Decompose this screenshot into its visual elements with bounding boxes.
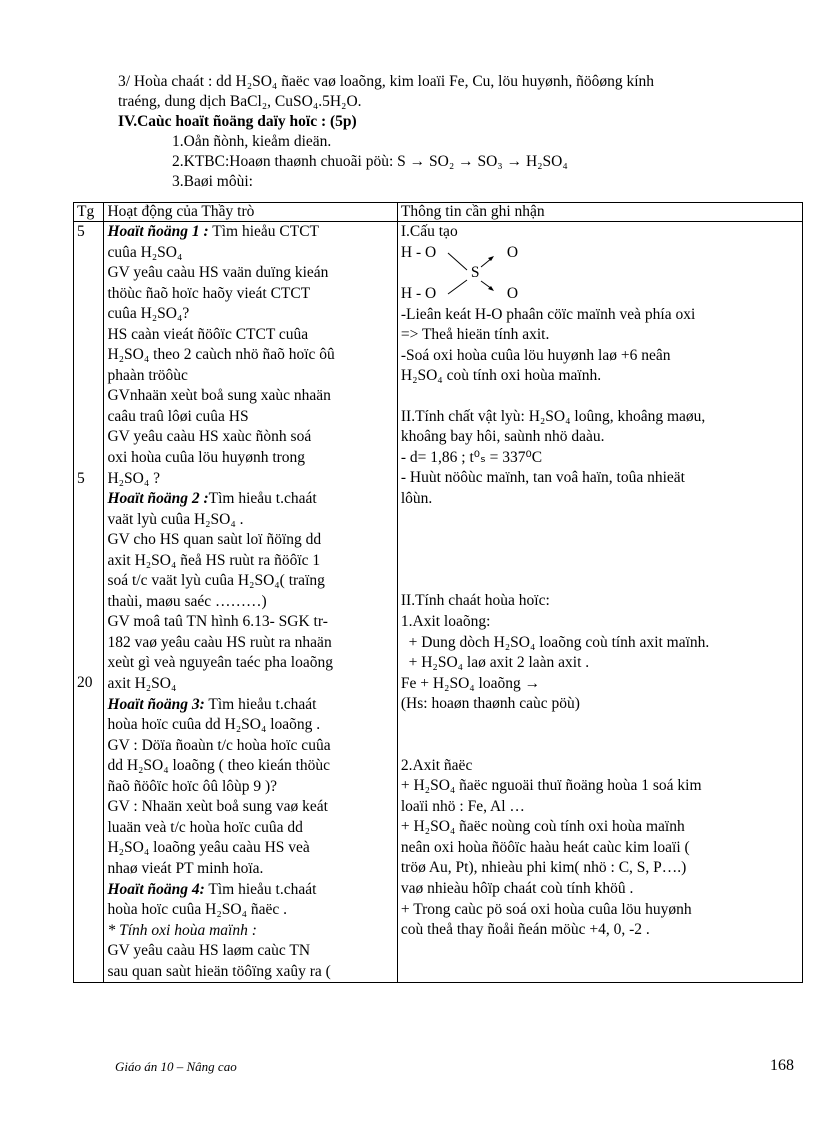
header-info: Thông tin cần ghi nhận	[397, 203, 802, 222]
info-line: -Soá oxi hoùa cuûa löu huyønh laø +6 neân	[400, 346, 671, 364]
activity-line: GV moâ taû TN hình 6.13- SGK tr-	[107, 613, 328, 631]
step-2: 2.KTBC:Hoaøn thaønh chuoãi pöù: S → SO₂ → SO₃ → H₂SO₄	[172, 153, 568, 170]
header-activity: Hoạt động của Thầy trò	[104, 203, 397, 222]
section-heading: IV.Caùc hoaït ñoäng daïy hoïc : (5p)	[118, 113, 357, 130]
activity-4-text: Tìm hieåu t.chaát	[204, 880, 317, 898]
footer-title: Giáo án 10 – Nâng cao	[115, 1059, 237, 1074]
activity-line: GV yeâu caàu HS xaùc ñònh soá	[107, 428, 312, 446]
info-column	[397, 222, 802, 983]
info-line: loaïi nhö : Fe, Al …	[400, 797, 525, 815]
info-line: 1.Axit loaõng:	[400, 613, 491, 631]
header-time: Tg	[74, 203, 104, 222]
step-1: 1.Oån ñònh, kieåm dieän.	[172, 133, 332, 150]
activity-line: axit H₂SO₄ ñeå HS ruùt ra ñöôïc 1	[107, 551, 321, 569]
activity-line: H₂SO₄ loaõng yeâu caàu HS veà	[107, 839, 310, 857]
lesson-table	[73, 202, 803, 983]
activity-line: HS caàn vieát ñöôïc CTCT cuûa	[107, 325, 309, 343]
info-line: (Hs: hoaøn thaønh caùc pöù)	[400, 695, 580, 713]
materials-line-2: traéng, dung dịch BaCl₂, CuSO₄.5H₂O.	[118, 93, 362, 110]
activity-3-title	[107, 695, 393, 716]
info-line: Fe + H₂SO₄ loaõng →	[400, 674, 541, 692]
activity-2-label: Hoaït ñoäng 2 :	[107, 490, 209, 508]
activity-line: 182 vaø yeâu caàu HS ruùt ra nhaän	[107, 633, 332, 651]
formula-sulfur: S	[470, 263, 480, 281]
time-20: 20	[77, 674, 93, 692]
activity-line: hoùa hoïc cuûa H₂SO₄ ñaëc .	[107, 901, 287, 919]
info-line: lôùn.	[400, 489, 433, 507]
step-3: 3.Baøi môùi:	[172, 173, 253, 190]
formula-h-o-bottom: H - O	[400, 284, 437, 302]
activity-1-label: Hoaït ñoäng 1 :	[107, 223, 209, 240]
activity-2-text: Tìm hieåu t.chaát	[208, 490, 317, 508]
page-number: 168	[770, 1057, 794, 1074]
activity-line: GV cho HS quan saùt loï ñöïng dd	[107, 531, 322, 549]
structural-formula	[401, 243, 799, 305]
activity-line: luaän veà t/c hoùa hoïc cuûa dd	[107, 818, 303, 836]
activity-line: GV yeâu caàu HS laøm caùc TN	[107, 942, 311, 960]
activity-line: soá t/c vaät lyù cuûa H₂SO₄( traïng	[107, 572, 325, 590]
activity-line: GVnhaän xeùt boå sung xaùc nhaän	[107, 387, 331, 405]
intro-section	[118, 72, 808, 192]
info-line: + Dung dòch H₂SO₄ loaõng coù tính axit maïnh.	[400, 633, 710, 651]
activity-line: nhaø vieát PT minh hoïa.	[107, 859, 264, 877]
formula-o-bottom: O	[506, 284, 519, 302]
info-line: - Huùt nöôùc maïnh, tan voâ haïn, toûa nhieät	[400, 469, 685, 487]
activity-column	[104, 222, 397, 983]
formula-h-o-top: H - O	[400, 243, 437, 261]
activity-1-text: Tìm hieåu CTCT	[208, 223, 320, 240]
activity-line: vaät lyù cuûa H₂SO₄ .	[107, 510, 244, 528]
time-column	[74, 222, 104, 983]
activity-line: GV yeâu caàu HS vaän duïng kieán	[107, 264, 329, 282]
activity-line: * Tính oxi hoùa maïnh :	[107, 921, 257, 939]
formula-o-top: O	[506, 243, 519, 261]
physical-heading: II.Tính chất vật lyù: H₂SO₄ loûng, khoâng maøu,	[400, 407, 706, 425]
activity-line: ñaõ ñöôïc hoïc ôû lôùp 9 )?	[107, 777, 278, 795]
info-line: + H₂SO₄ laø axit 2 laàn axit .	[400, 654, 590, 672]
activity-3-text: Tìm hieåu t.chaát	[204, 695, 317, 713]
activity-line: H₂SO₄ theo 2 caùch nhö ñaõ hoïc ôû	[107, 346, 335, 364]
activity-4-label: Hoaït ñoäng 4:	[107, 880, 205, 898]
activity-line: GV : Döïa ñoaùn t/c hoùa hoïc cuûa	[107, 736, 331, 754]
activity-line: cuûa H₂SO₄?	[107, 305, 190, 323]
activity-1-title	[107, 222, 393, 243]
table-row	[74, 222, 803, 983]
info-line: coù theå thay ñoåi ñeán möùc +4, 0, -2 .	[400, 921, 650, 939]
activity-line: hoùa hoïc cuûa dd H₂SO₄ loaõng .	[107, 716, 321, 734]
bond-lines	[401, 243, 531, 305]
chemical-heading: II.Tính chaát hoùa hoïc:	[400, 592, 550, 610]
info-line: + Trong caùc pö soá oxi hoùa cuûa löu huyønh	[400, 900, 692, 918]
activity-4-title	[107, 880, 393, 901]
activity-line: GV : Nhaän xeùt boå sung vaø keát	[107, 798, 328, 816]
activity-line: thaùi, maøu saéc ………)	[107, 592, 267, 610]
info-line: H₂SO₄ coù tính oxi hoùa maïnh.	[400, 367, 602, 385]
table-header-row	[74, 203, 803, 222]
structure-heading: I.Cấu tạo	[400, 223, 458, 240]
activity-line: H₂SO₄ ?	[107, 469, 161, 487]
activity-line: thöùc ñaõ hoïc haõy vieát CTCT	[107, 284, 311, 302]
activity-line: caâu traû lôøi cuûa HS	[107, 407, 249, 425]
activity-line: sau quan saùt hieän töôïng xaûy ra (	[107, 962, 331, 980]
activity-line: oxi hoùa cuûa löu huyønh trong	[107, 449, 306, 467]
info-line: tröø Au, Pt), nhieàu phi kim( nhö : C, S, P….)	[400, 859, 687, 877]
time-5a: 5	[77, 223, 85, 240]
activity-2-title	[107, 489, 393, 510]
info-line: -Lieân keát H-O phaân cöïc maïnh veà phía oxi	[400, 305, 696, 323]
info-line: + H₂SO₄ ñaëc nguoäi thuï ñoäng hoùa 1 soá kim	[400, 777, 702, 795]
time-5b: 5	[77, 469, 85, 487]
materials-line-1: 3/ Hoùa chaát : dd H₂SO₄ ñaëc vaø loaõng, kim loaïi Fe, Cu, löu huyønh, ñöôøng kính	[118, 73, 655, 90]
activity-3-label: Hoaït ñoäng 3:	[107, 695, 205, 713]
info-line: 2.Axit ñaëc	[400, 756, 473, 774]
info-line: vaø nhieàu hôïp chaát coù tính khöû .	[400, 880, 634, 898]
activity-line: dd H₂SO₄ loaõng ( theo kieán thöùc	[107, 757, 331, 775]
info-line: => Theå hieän tính axit.	[400, 326, 550, 344]
activity-line: cuûa H₂SO₄	[107, 243, 183, 261]
info-line: - d= 1,86 ; t⁰ₛ = 337⁰C	[400, 448, 543, 466]
activity-line: phaàn tröôùc	[107, 366, 188, 384]
info-line: khoâng bay hôi, saùnh nhö daàu.	[400, 428, 605, 446]
info-line: + H₂SO₄ ñaëc noùng coù tính oxi hoùa maïnh	[400, 818, 685, 836]
activity-line: axit H₂SO₄	[107, 675, 177, 693]
info-line: neân oxi hoùa ñöôïc haàu heát caùc kim loaïi (	[400, 838, 690, 856]
activity-line: xeùt gì veà nguyeân taéc pha loaõng	[107, 654, 333, 672]
